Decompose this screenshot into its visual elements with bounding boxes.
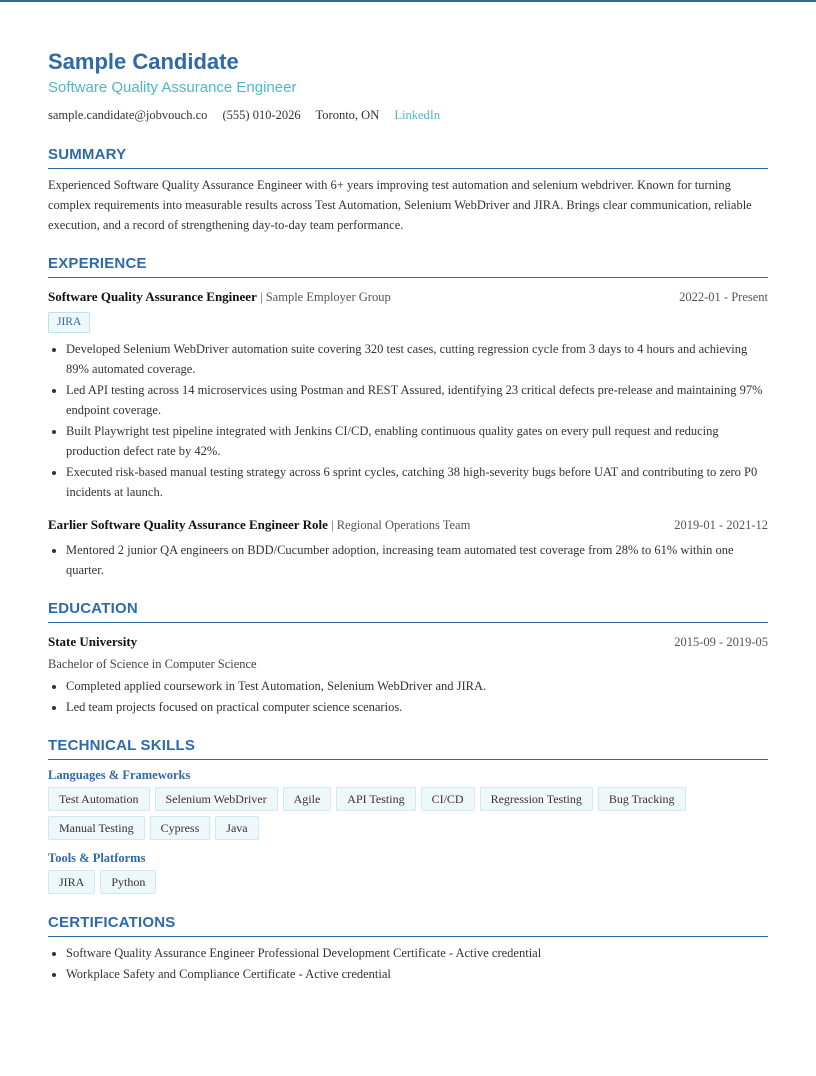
certification-list — [48, 943, 768, 984]
summary-section — [48, 146, 768, 235]
education-bullets — [48, 676, 768, 717]
skills-section — [48, 737, 768, 894]
section-title-experience: EXPERIENCE — [48, 255, 768, 278]
education-section — [48, 600, 768, 717]
job-tags — [48, 312, 768, 333]
skill-chip: Cypress — [150, 816, 211, 840]
certification-item: • Software Quality Assurance Engineer Professional Development Certificate - Active credential — [66, 943, 768, 963]
job-bullet: • Mentored 2 junior QA engineers on BDD/Cucumber adoption, increasing team automated test coverage from 28% to 61% within one quarter. — [66, 540, 768, 580]
skill-chips — [48, 787, 768, 840]
resume-header — [48, 48, 768, 124]
candidate-name: Sample Candidate — [48, 49, 239, 74]
degree: Bachelor of Science in Computer Science — [48, 657, 257, 671]
skill-chip: Manual Testing — [48, 816, 145, 840]
section-title-skills: TECHNICAL SKILLS — [48, 737, 768, 760]
skill-chip: Test Automation — [48, 787, 150, 811]
education-bullet: • Completed applied coursework in Test Automation, Selenium WebDriver and JIRA. — [66, 676, 768, 696]
job-title-line — [48, 516, 470, 534]
education-entry — [48, 633, 768, 717]
summary-text: Experienced Software Quality Assurance Engineer with 6+ years improving test automation and selenium webdriver. Known for turning complex requirements into measurable results across Test Automation, Selenium WebDriver and JIRA. Brings clear communication, reliable execution, and a record of strengthening day-to-day team performance. — [48, 178, 752, 232]
job-bullets — [48, 540, 768, 580]
contact-phone: (555) 010-2026 — [222, 108, 301, 122]
skill-chip: Selenium WebDriver — [155, 787, 278, 811]
job-tag: JIRA — [48, 312, 90, 333]
skill-chip: Bug Tracking — [598, 787, 686, 811]
top-accent-bar — [0, 0, 816, 2]
contact-line — [48, 106, 768, 124]
job-bullet: • Built Playwright test pipeline integrated with Jenkins CI/CD, enabling continuous quality gates on every pull request and reducing production defect rate by 42%. — [66, 421, 768, 461]
job-bullet: • Developed Selenium WebDriver automation suite covering 320 test cases, cutting regression cycle from 3 days to 4 hours and achieving 89% automated coverage. — [66, 339, 768, 379]
skill-group-title: Tools & Platforms — [48, 851, 146, 865]
linkedin-link[interactable]: LinkedIn — [394, 108, 441, 122]
job-employer: | Sample Employer Group — [260, 290, 391, 304]
job-role: Software Quality Assurance Engineer — [48, 289, 257, 304]
job-employer: | Regional Operations Team — [331, 518, 471, 532]
job-dates: 2022-01 - Present — [679, 290, 768, 304]
skill-chip: JIRA — [48, 870, 95, 894]
contact-email[interactable]: sample.candidate@jobvouch.co — [48, 108, 208, 122]
job-title-line — [48, 288, 391, 306]
school-name: State University — [48, 634, 138, 649]
certification-item: • Workplace Safety and Compliance Certificate - Active credential — [66, 964, 768, 984]
job-header — [48, 288, 768, 306]
candidate-headline: Software Quality Assurance Engineer — [48, 79, 297, 96]
skill-chip: Regression Testing — [480, 787, 593, 811]
education-bullet: • Led team projects focused on practical computer science scenarios. — [66, 697, 768, 717]
education-header — [48, 633, 768, 651]
job-bullet: • Executed risk-based manual testing strategy across 6 sprint cycles, catching 38 high-severity bugs before UAT and contributing to zero P0 incidents at launch. — [66, 462, 768, 502]
skill-chip: Python — [100, 870, 156, 894]
skill-chip: CI/CD — [421, 787, 475, 811]
job-bullet: • Led API testing across 14 microservices using Postman and REST Assured, identifying 23 critical defects pre-release and maintaining 97% endpoint coverage. — [66, 380, 768, 420]
section-title-summary: SUMMARY — [48, 146, 768, 169]
contact-location: Toronto, ON — [315, 108, 380, 122]
certifications-section — [48, 914, 768, 984]
job-dates: 2019-01 - 2021-12 — [674, 518, 768, 532]
job-entry — [48, 516, 768, 580]
skill-group-title: Languages & Frameworks — [48, 768, 191, 782]
education-dates: 2015-09 - 2019-05 — [674, 635, 768, 649]
section-title-certifications: CERTIFICATIONS — [48, 914, 768, 937]
skill-chip: API Testing — [336, 787, 415, 811]
job-header — [48, 516, 768, 534]
job-entry — [48, 288, 768, 502]
section-title-education: EDUCATION — [48, 600, 768, 623]
skill-chips — [48, 870, 768, 894]
job-bullets — [48, 339, 768, 502]
experience-section — [48, 255, 768, 580]
job-role: Earlier Software Quality Assurance Engineer Role — [48, 517, 328, 532]
resume-page — [48, 48, 768, 985]
skill-chip: Agile — [283, 787, 332, 811]
skill-chip: Java — [215, 816, 258, 840]
